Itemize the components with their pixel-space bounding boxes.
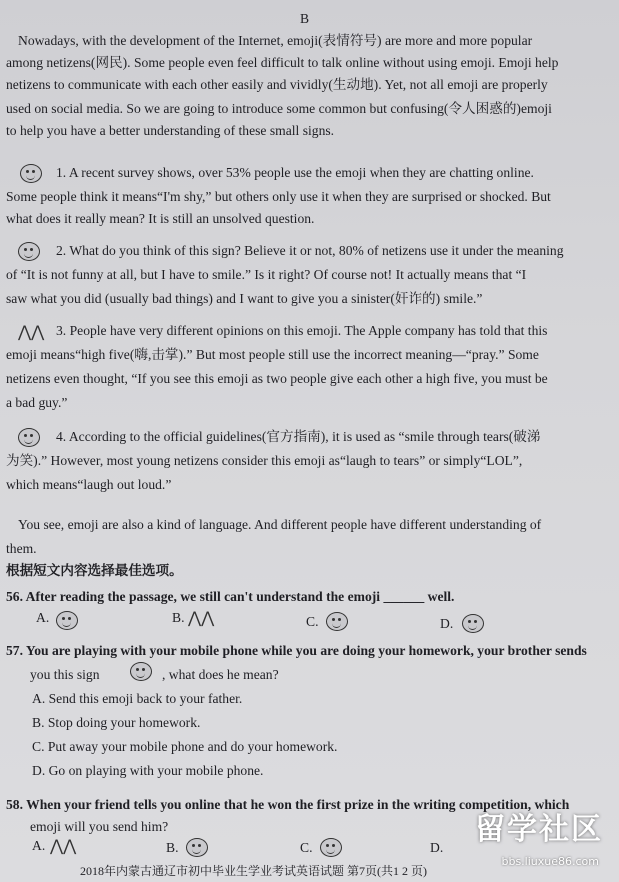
q57-stem-line-1: 57. You are playing with your mobile phone while you are doing your homework, your brother sends <box>6 643 587 658</box>
high-five-emoji-icon: ⋀⋀ <box>188 610 215 627</box>
section-title: B <box>300 11 310 26</box>
point4-line-3: which means“laugh out loud.” <box>6 477 172 492</box>
q56-option-c: C. <box>306 614 319 629</box>
point3-line-1: 3. People have very different opinions on this emoji. The Apple company has told that this <box>56 323 548 338</box>
shocked-emoji-icon <box>326 612 348 631</box>
q57-option-a: A. Send this emoji back to your father. <box>32 691 243 706</box>
q58-option-c: C. <box>300 840 313 855</box>
q56-option-d: D. <box>440 616 454 631</box>
point4-line-2: 为笑).” However, most young netizens consider this emoji as“laugh to tears” or simply“LOL”, <box>6 453 523 468</box>
q57-option-c: C. Put away your mobile phone and do your homework. <box>32 739 338 754</box>
point1-line-3: what does it really mean? It is still an unsolved question. <box>6 211 315 226</box>
paragraph1-line-5: to help you have a better understanding of these small signs. <box>6 123 335 138</box>
paragraph1-line-4: used on social media. So we are going to introduce some common but confusing(令人困惑的)emoji <box>6 101 552 116</box>
q57-stem-line-2a: you this sign <box>30 667 100 682</box>
smile-emoji-icon <box>130 662 152 681</box>
watermark-url: bbs.liuxue86.com <box>501 855 599 868</box>
shocked-emoji-icon <box>186 838 208 857</box>
point1-line-1: 1. A recent survey shows, over 53% people use the emoji when they are chatting online. <box>56 165 534 180</box>
paragraph1-line-1: Nowadays, with the development of the Internet, emoji(表情符号) are more and more popular <box>18 33 533 48</box>
q58-stem-line-1: 58. When your friend tells you online that he won the first prize in the writing competition, which <box>6 797 570 812</box>
point2-line-3: saw what you did (usually bad things) and I want to give you a sinister(奸诈的) smile.” <box>6 291 483 306</box>
shocked-emoji-icon <box>20 164 42 183</box>
point3-line-2: emoji means“high five(嗨,击掌).” But most people still use the incorrect meaning—“pray.” Some <box>6 347 539 362</box>
point1-line-2: Some people think it means“I'm shy,” but others only use it when they are surprised or shocked. But <box>6 189 551 204</box>
q57-option-b: B. Stop doing your homework. <box>32 715 201 730</box>
q58-option-b: B. <box>166 840 179 855</box>
paragraph1-line-2: among netizens(网民). Some people even feel difficult to talk online without using emoji. Emoji help <box>6 55 559 70</box>
watermark-title: 留学社区 <box>475 812 603 847</box>
paragraph1-line-3: netizens to communicate with each other easily and vividly(生动地). Yet, not all emoji are properly <box>6 77 548 92</box>
tears-of-joy-emoji-icon <box>56 611 78 630</box>
tears-of-joy-emoji-icon <box>320 838 342 857</box>
smile-emoji-icon <box>18 242 40 261</box>
q57-stem-line-2b: , what does he mean? <box>162 667 279 682</box>
conclusion-line-1: You see, emoji are also a kind of language. And different people have different understanding of <box>18 517 542 532</box>
high-five-emoji-icon: ⋀⋀ <box>50 838 77 855</box>
q56-option-a: A. <box>36 610 50 625</box>
q56-option-b: B. <box>172 610 185 625</box>
smile-emoji-icon <box>462 614 484 633</box>
point3-line-3: netizens even thought, “If you see this emoji as two people give each other a high five, you must be <box>6 371 548 386</box>
q58-option-d: D. <box>430 840 444 855</box>
q57-option-d: D. Go on playing with your mobile phone. <box>32 763 264 778</box>
high-five-emoji-icon: ⋀⋀ <box>18 324 45 341</box>
page-footer: 2018年内蒙古通辽市初中毕业生学业考试英语试题 第7页(共1 2 页) <box>80 864 427 878</box>
point3-line-4: a bad guy.” <box>6 395 68 410</box>
q58-stem-line-2: emoji will you send him? <box>30 819 169 834</box>
point4-line-1: 4. According to the official guidelines(官方指南), it is used as “smile through tears(破涕 <box>56 429 541 444</box>
point2-line-2: of “It is not funny at all, but I have to smile.” Is it right? Of course not! It actually means that “I <box>6 267 527 282</box>
point2-line-1: 2. What do you think of this sign? Believe it or not, 80% of netizens use it under the meaning <box>56 243 564 258</box>
tears-of-joy-emoji-icon <box>18 428 40 447</box>
q58-option-a: A. <box>32 838 46 853</box>
q56-stem: 56. After reading the passage, we still can't understand the emoji ______ well. <box>6 589 455 604</box>
conclusion-line-2: them. <box>6 541 37 556</box>
instruction: 根据短文内容选择最佳选项。 <box>6 563 183 578</box>
